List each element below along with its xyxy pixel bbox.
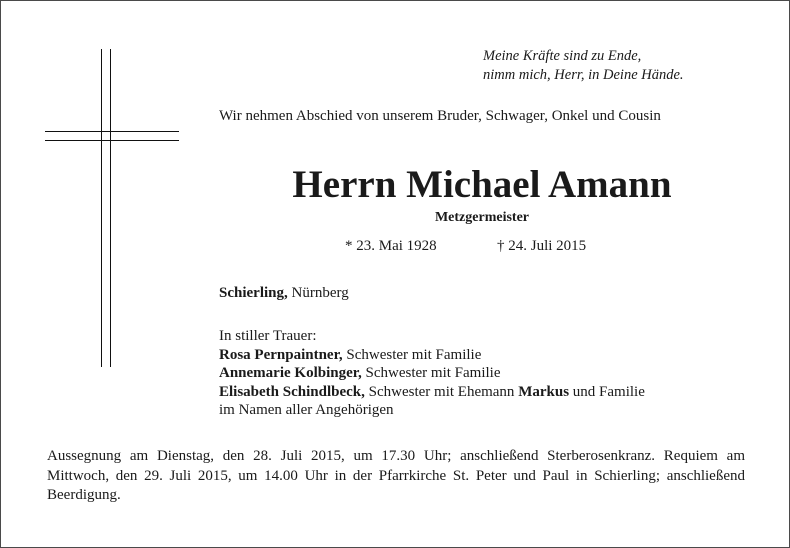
mourner-entry xyxy=(219,383,745,402)
mourning-heading: In stiller Trauer: xyxy=(219,328,317,344)
mourner-name: Elisabeth Schindlbeck, xyxy=(219,383,365,400)
mourner-entry xyxy=(219,346,745,365)
mourner-relation-extra: und Familie xyxy=(569,383,645,400)
cross-icon xyxy=(45,49,179,367)
mourner-relation: Schwester mit Familie xyxy=(361,365,501,381)
motto xyxy=(483,47,743,85)
mourner-relation: Schwester mit Familie xyxy=(342,346,482,363)
motto-line: Meine Kräfte sind zu Ende, xyxy=(483,48,642,64)
deceased-name: Herrn Michael Amann xyxy=(292,163,672,206)
service-details: Aussegnung am Dienstag, den 28. Juli 2015, um 17.30 Uhr; anschließend Sterberosenkranz. Requiem am Mittwoch, den 29. Juli 2015, um 14.00 Uhr in der Pfarrkirche St. Peter und Paul in Schierling; anschließend Beerdigung. xyxy=(47,448,745,503)
mourner-name: Annemarie Kolbinger, xyxy=(219,365,362,381)
place-line xyxy=(219,283,349,303)
death-date: † 24. Juli 2015 xyxy=(497,238,587,254)
mourner-name: Rosa Pernpaintner, xyxy=(219,346,343,363)
mourning-closing: im Namen aller Angehörigen xyxy=(219,402,394,418)
place-primary: Schierling, xyxy=(219,285,288,301)
mourners-list xyxy=(219,327,745,420)
place-secondary: Nürnberg xyxy=(287,285,349,301)
mourner-relation: Schwester mit Ehemann xyxy=(364,383,519,400)
motto-line: nimm mich, Herr, in Deine Hände. xyxy=(483,67,684,83)
mourner-entry xyxy=(219,364,745,383)
birth-date: * 23. Mai 1928 xyxy=(345,238,437,254)
mourner-spouse-name: Markus xyxy=(518,383,570,400)
deceased-profession: Metzgermeister xyxy=(434,210,530,225)
intro-text: Wir nehmen Abschied von unserem Bruder, Schwager, Onkel und Cousin xyxy=(219,108,661,124)
